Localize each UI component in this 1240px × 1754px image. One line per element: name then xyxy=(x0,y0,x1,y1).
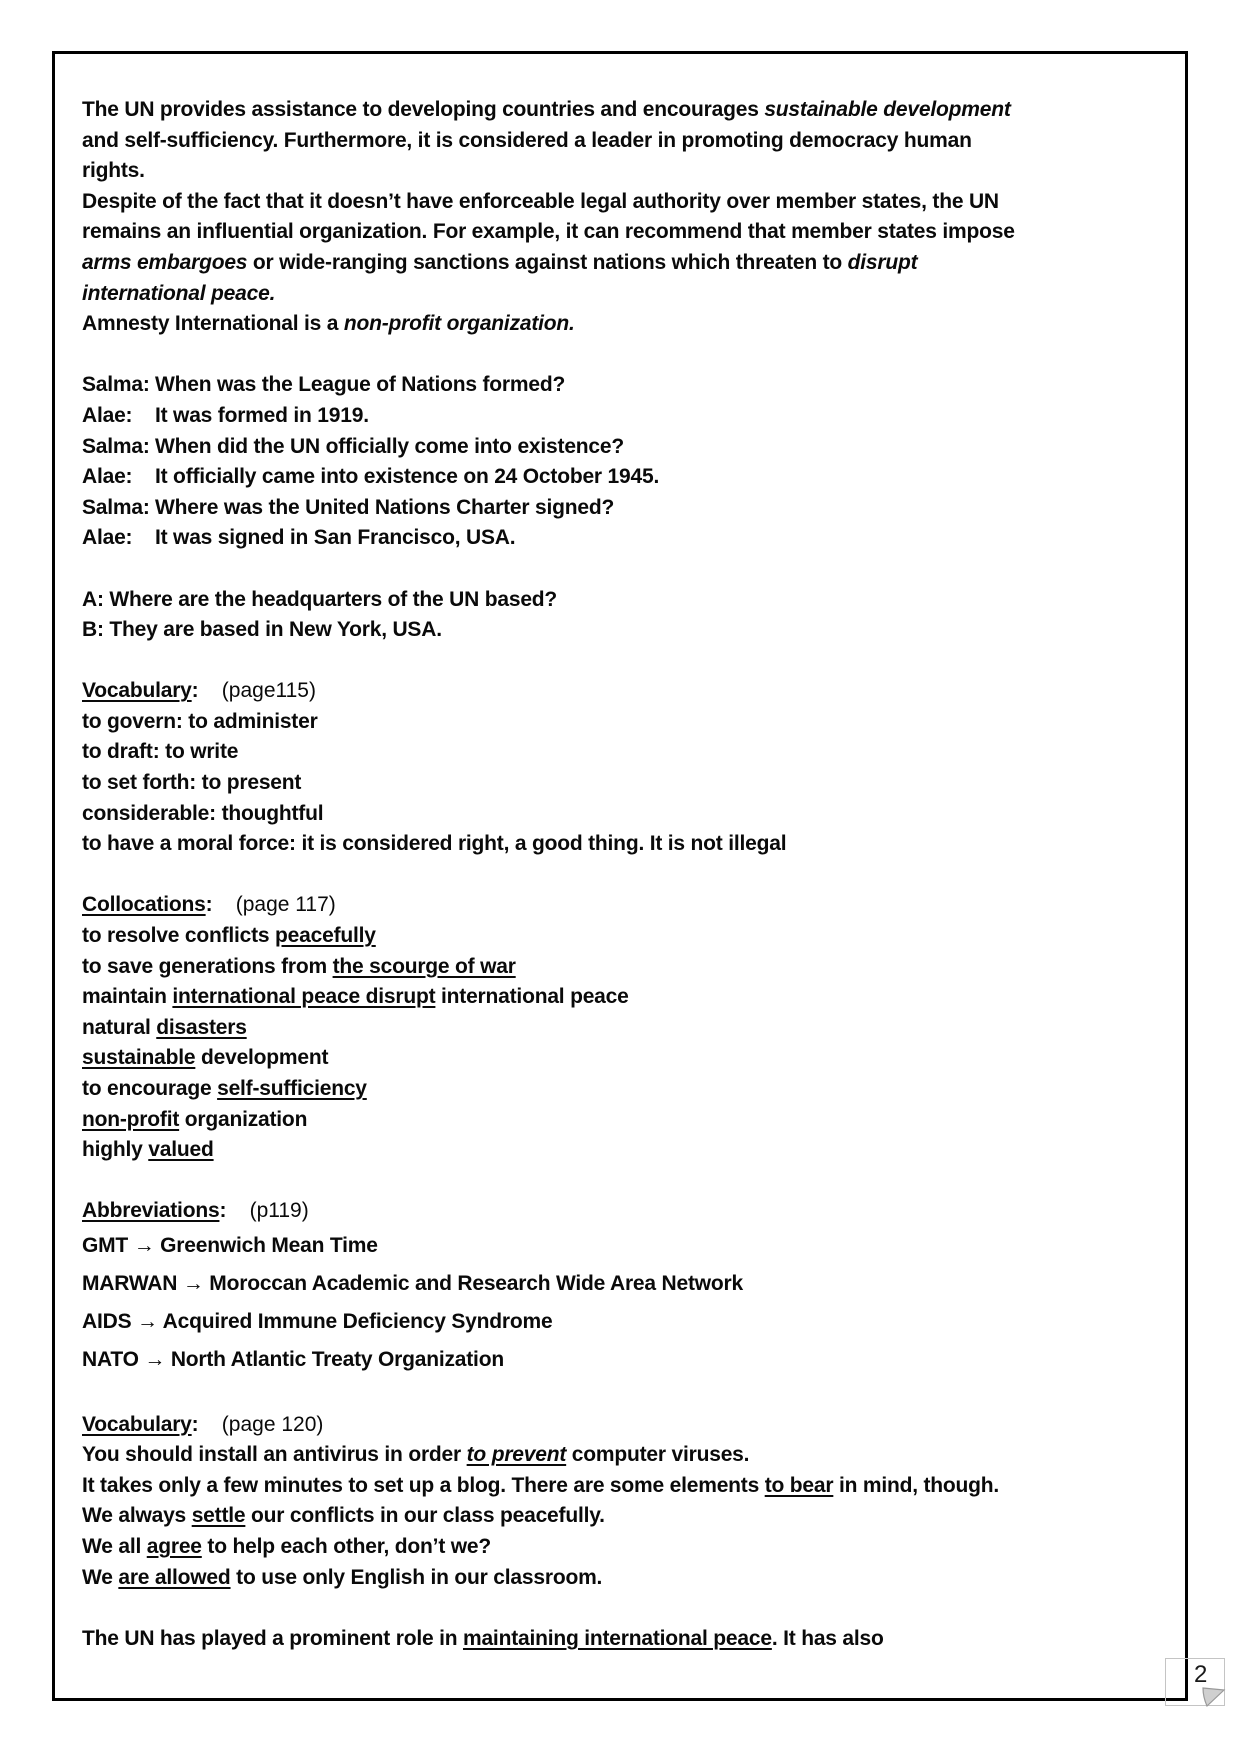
text-segment: to save generations from xyxy=(82,954,333,978)
text-segment: AIDS → Acquired Immune Deficiency Syndrome xyxy=(82,1309,553,1333)
page-number-box xyxy=(1165,1658,1225,1706)
text-line xyxy=(82,462,1157,493)
text-line xyxy=(82,248,1157,279)
text-segment: B: They are based in New York, USA. xyxy=(82,618,442,642)
text-segment: settle xyxy=(191,1504,246,1528)
text-line xyxy=(82,279,1157,310)
text-segment: Salma: xyxy=(82,495,150,519)
text-line xyxy=(82,1196,1157,1227)
text-segment: (p119) xyxy=(226,1199,309,1223)
text-segment: : xyxy=(191,679,199,703)
text-segment: It takes only a few minutes to set up a blog. There are some elements xyxy=(82,1473,765,1497)
text-segment: Salma: xyxy=(82,434,150,458)
text-segment: (page 120) xyxy=(198,1412,324,1436)
text-segment: sustainable development xyxy=(764,98,1011,121)
text-line xyxy=(82,829,1157,860)
text-segment: Salma: xyxy=(82,373,150,397)
text-segment: remains an influential organization. For example, it can recommend that member states impose xyxy=(82,220,1015,244)
text-segment: Vocabulary xyxy=(82,679,192,703)
text-segment: When did the UN officially come into existence? xyxy=(155,434,625,458)
text-segment: to resolve conflicts xyxy=(82,924,276,948)
text-segment: arms embargoes xyxy=(82,250,248,274)
text-segment: international peace xyxy=(435,985,629,1009)
text-segment: sustainable xyxy=(82,1046,196,1070)
text-line xyxy=(82,523,1157,554)
text-line xyxy=(82,1440,1157,1471)
text-segment: : xyxy=(191,1412,199,1436)
text-segment: . It has also xyxy=(771,1626,884,1650)
text-line xyxy=(82,1074,1157,1105)
text-segment: Amnesty International is a xyxy=(82,312,344,336)
text-segment: peacefully xyxy=(275,924,376,948)
text-line xyxy=(82,1471,1157,1502)
text-segment: Alae: xyxy=(82,403,133,427)
text-segment: (page115) xyxy=(198,679,316,703)
text-line xyxy=(82,95,1157,126)
text-segment: to draft: to write xyxy=(82,740,239,764)
text-segment: to use only English in our classroom. xyxy=(230,1565,603,1589)
text-segment: We xyxy=(82,1565,119,1589)
text-line xyxy=(82,493,1157,524)
text-line xyxy=(82,707,1157,738)
text-segment: the scourge of war xyxy=(332,954,516,978)
text-segment: The UN has played a prominent role in xyxy=(82,1626,463,1650)
text-line xyxy=(82,1265,1157,1303)
text-segment: maintain xyxy=(82,985,173,1009)
text-segment: We always xyxy=(82,1504,192,1528)
text-line xyxy=(82,309,1157,340)
text-segment: to encourage xyxy=(82,1077,218,1100)
text-segment: considerable: thoughtful xyxy=(82,801,324,825)
text-line xyxy=(82,615,1157,646)
text-line xyxy=(82,890,1157,921)
text-line xyxy=(82,187,1157,218)
text-segment: agree xyxy=(146,1534,202,1558)
text-line xyxy=(82,156,1157,187)
text-line xyxy=(82,1410,1157,1441)
text-line xyxy=(82,1624,1157,1655)
text-line xyxy=(82,1341,1157,1379)
text-segment: computer viruses. xyxy=(566,1443,750,1467)
text-segment: to prevent xyxy=(466,1443,567,1467)
text-segment: or wide-ranging sanctions against nations which threaten to xyxy=(247,250,848,274)
text-line xyxy=(82,432,1157,463)
text-segment: maintaining international peace xyxy=(462,1626,772,1650)
text-line xyxy=(82,1043,1157,1074)
text-line xyxy=(82,585,1157,616)
text-segment: : xyxy=(205,893,213,917)
text-segment: Where was the United Nations Charter signed? xyxy=(155,495,615,519)
text-segment: international peace. xyxy=(82,281,276,305)
text-segment: Abbreviations xyxy=(82,1199,220,1223)
text-line xyxy=(82,554,1157,585)
text-segment: We all xyxy=(82,1534,147,1558)
text-segment: highly xyxy=(82,1138,149,1162)
page-number: 2 xyxy=(1194,1661,1208,1688)
text-line xyxy=(82,126,1157,157)
text-line xyxy=(82,860,1157,891)
text-line xyxy=(82,1593,1157,1624)
text-segment: international peace disrupt xyxy=(172,985,436,1009)
text-segment: NATO → North Atlantic Treaty Organization xyxy=(82,1347,504,1371)
text-segment: to have a moral force: it is considered right, a good thing. It is not illegal xyxy=(82,832,787,856)
text-segment: development xyxy=(195,1046,329,1070)
text-line xyxy=(82,1532,1157,1563)
text-segment: disrupt xyxy=(847,250,918,274)
text-line xyxy=(82,1105,1157,1136)
page-curl-icon xyxy=(1202,1684,1226,1708)
text-segment: and self-sufficiency. Furthermore, it is considered a leader in promoting democracy human xyxy=(82,128,972,152)
text-line xyxy=(82,768,1157,799)
text-segment: our conflicts in our class peacefully. xyxy=(245,1504,605,1528)
text-segment: (page 117) xyxy=(212,893,336,917)
text-segment: non-profit organization. xyxy=(343,312,575,336)
text-segment: Alae: xyxy=(82,465,133,489)
text-segment: When was the League of Nations formed? xyxy=(155,373,566,397)
text-segment: The UN provides assistance to developing countries and encourages xyxy=(82,98,765,121)
text-line xyxy=(82,737,1157,768)
text-line xyxy=(82,1013,1157,1044)
text-segment: to help each other, don’t we? xyxy=(201,1534,491,1558)
text-segment: A: Where are the headquarters of the UN based? xyxy=(82,587,558,611)
text-segment: valued xyxy=(148,1138,214,1162)
text-line xyxy=(82,1303,1157,1341)
text-line xyxy=(82,1227,1157,1265)
text-segment: Alae: xyxy=(82,526,133,550)
text-segment: : xyxy=(219,1199,227,1223)
text-segment: to govern: to administer xyxy=(82,709,318,733)
text-segment: It was formed in 1919. xyxy=(155,403,369,427)
text-segment: are allowed xyxy=(118,1565,231,1589)
text-line xyxy=(82,799,1157,830)
text-line xyxy=(82,340,1157,371)
text-segment: GMT → Greenwich Mean Time xyxy=(82,1233,378,1257)
text-segment: to bear xyxy=(764,1473,834,1497)
text-segment: rights. xyxy=(82,159,145,183)
text-segment: self-sufficiency xyxy=(217,1077,367,1100)
text-segment: It officially came into existence on 24 October 1945. xyxy=(155,465,660,489)
text-segment: natural xyxy=(82,1015,157,1039)
text-segment: disasters xyxy=(156,1015,247,1039)
text-segment: Vocabulary xyxy=(82,1412,192,1436)
text-line xyxy=(82,401,1157,432)
text-segment: It was signed in San Francisco, USA. xyxy=(155,526,516,550)
text-line xyxy=(82,1563,1157,1594)
text-line xyxy=(82,982,1157,1013)
text-line xyxy=(82,217,1157,248)
text-line xyxy=(82,676,1157,707)
text-segment: non-profit xyxy=(82,1107,180,1131)
text-segment: MARWAN → Moroccan Academic and Research Wide Area Network xyxy=(82,1271,743,1295)
text-line xyxy=(82,921,1157,952)
text-line xyxy=(82,1501,1157,1532)
text-line xyxy=(82,1135,1157,1166)
text-segment: You should install an antivirus in order xyxy=(82,1443,467,1467)
text-line xyxy=(82,1166,1157,1197)
text-segment: organization xyxy=(179,1107,308,1131)
text-segment: Collocations xyxy=(82,893,206,917)
text-segment: Despite of the fact that it doesn’t have enforceable legal authority over member states, the UN xyxy=(82,189,999,213)
text-line xyxy=(82,370,1157,401)
text-line xyxy=(82,646,1157,677)
text-segment: in mind, though. xyxy=(833,1473,1000,1497)
text-segment: to set forth: to present xyxy=(82,771,302,795)
text-line xyxy=(82,1379,1157,1410)
document-content xyxy=(82,95,1157,1654)
text-line xyxy=(82,952,1157,983)
